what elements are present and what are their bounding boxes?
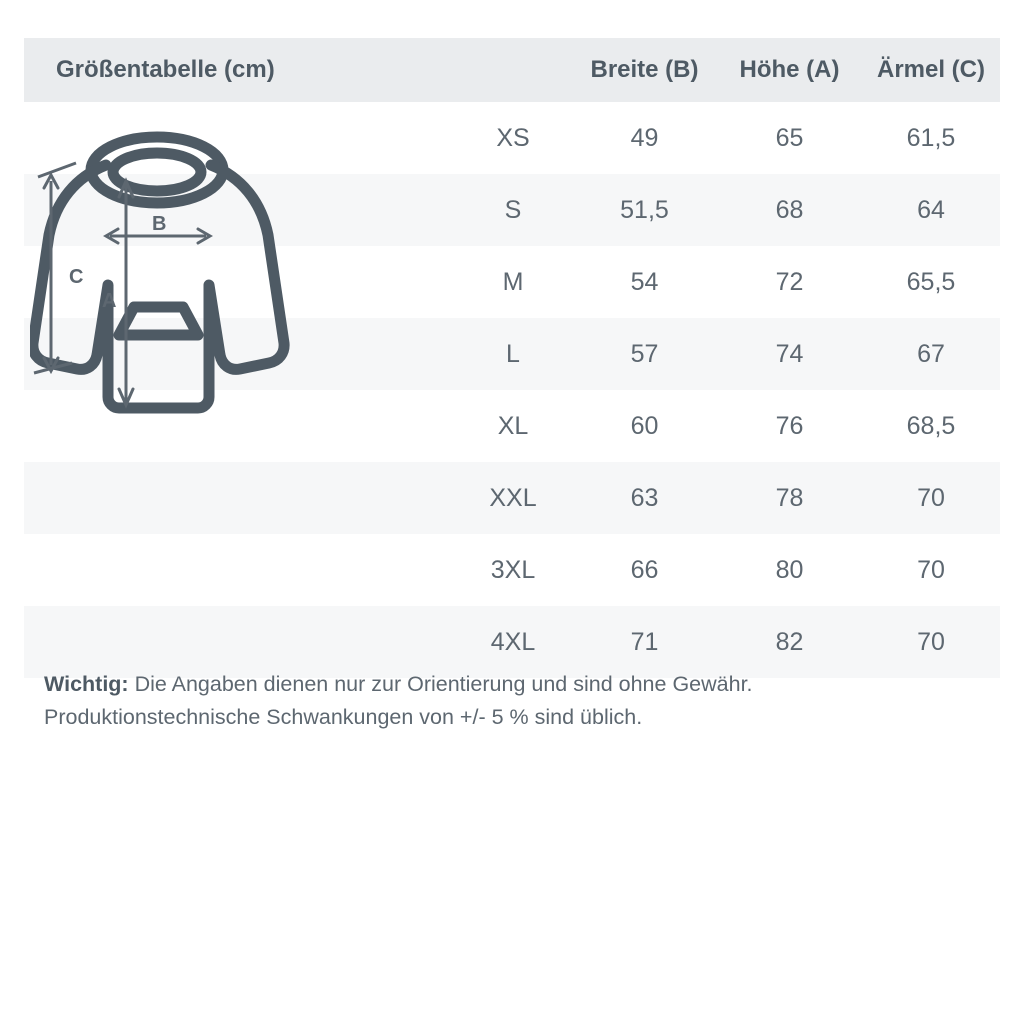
- row-breite: 71: [572, 606, 717, 678]
- row-aermel: 70: [862, 462, 1000, 534]
- table-header: [24, 38, 1000, 102]
- row-size: L: [454, 318, 572, 390]
- garment-illustration: [30, 125, 430, 455]
- table-row: [24, 534, 1000, 606]
- label-sleeve: C: [69, 266, 84, 288]
- row-size: XS: [496, 123, 530, 152]
- row-size: XL: [497, 411, 529, 440]
- row-breite: 66: [630, 555, 659, 584]
- row-breite: 60: [630, 411, 659, 440]
- row-size: 3XL: [490, 555, 536, 584]
- row-breite: 51,5: [572, 174, 717, 246]
- row-hoehe: 74: [717, 318, 862, 390]
- label-width: B: [152, 213, 167, 235]
- row-aermel: 64: [862, 174, 1000, 246]
- column-header-hoehe: Höhe (A): [717, 38, 862, 102]
- row-hoehe: 82: [717, 606, 862, 678]
- table-header-row: [24, 38, 1000, 102]
- row-size: XXL: [454, 462, 572, 534]
- column-header-aermel: Ärmel (C): [862, 38, 1000, 102]
- row-breite: 63: [572, 462, 717, 534]
- disclaimer-line-1: Die Angaben dienen nur zur Orientierung und sind ohne Gewähr.: [128, 672, 753, 696]
- row-hoehe: 65: [775, 123, 804, 152]
- row-aermel: 70: [862, 606, 1000, 678]
- illustration-cell: [24, 534, 454, 606]
- row-aermel: 67: [862, 318, 1000, 390]
- row-aermel: 70: [917, 555, 945, 584]
- row-hoehe: 68: [717, 174, 862, 246]
- disclaimer-note: [44, 668, 974, 734]
- row-size: M: [502, 267, 524, 296]
- column-header-breite: Breite (B): [572, 38, 717, 102]
- row-size: S: [454, 174, 572, 246]
- label-height: A: [102, 290, 117, 312]
- row-hoehe: 76: [775, 411, 804, 440]
- row-hoehe: 78: [717, 462, 862, 534]
- row-breite: 57: [572, 318, 717, 390]
- disclaimer-label: Wichtig:: [44, 672, 129, 696]
- row-hoehe: 80: [775, 555, 804, 584]
- row-breite: 54: [630, 267, 659, 296]
- row-size: 4XL: [454, 606, 572, 678]
- row-aermel: 65,5: [906, 267, 956, 296]
- row-hoehe: 72: [775, 267, 804, 296]
- table-row: [24, 462, 1000, 534]
- row-aermel: 68,5: [906, 411, 956, 440]
- disclaimer-line-2: Produktionstechnische Schwankungen von +/- 5 % sind üblich.: [44, 705, 643, 729]
- row-breite: 49: [630, 123, 659, 152]
- row-aermel: 61,5: [906, 123, 956, 152]
- page-title: Größentabelle (cm): [24, 38, 572, 102]
- illustration-cell: [24, 462, 454, 534]
